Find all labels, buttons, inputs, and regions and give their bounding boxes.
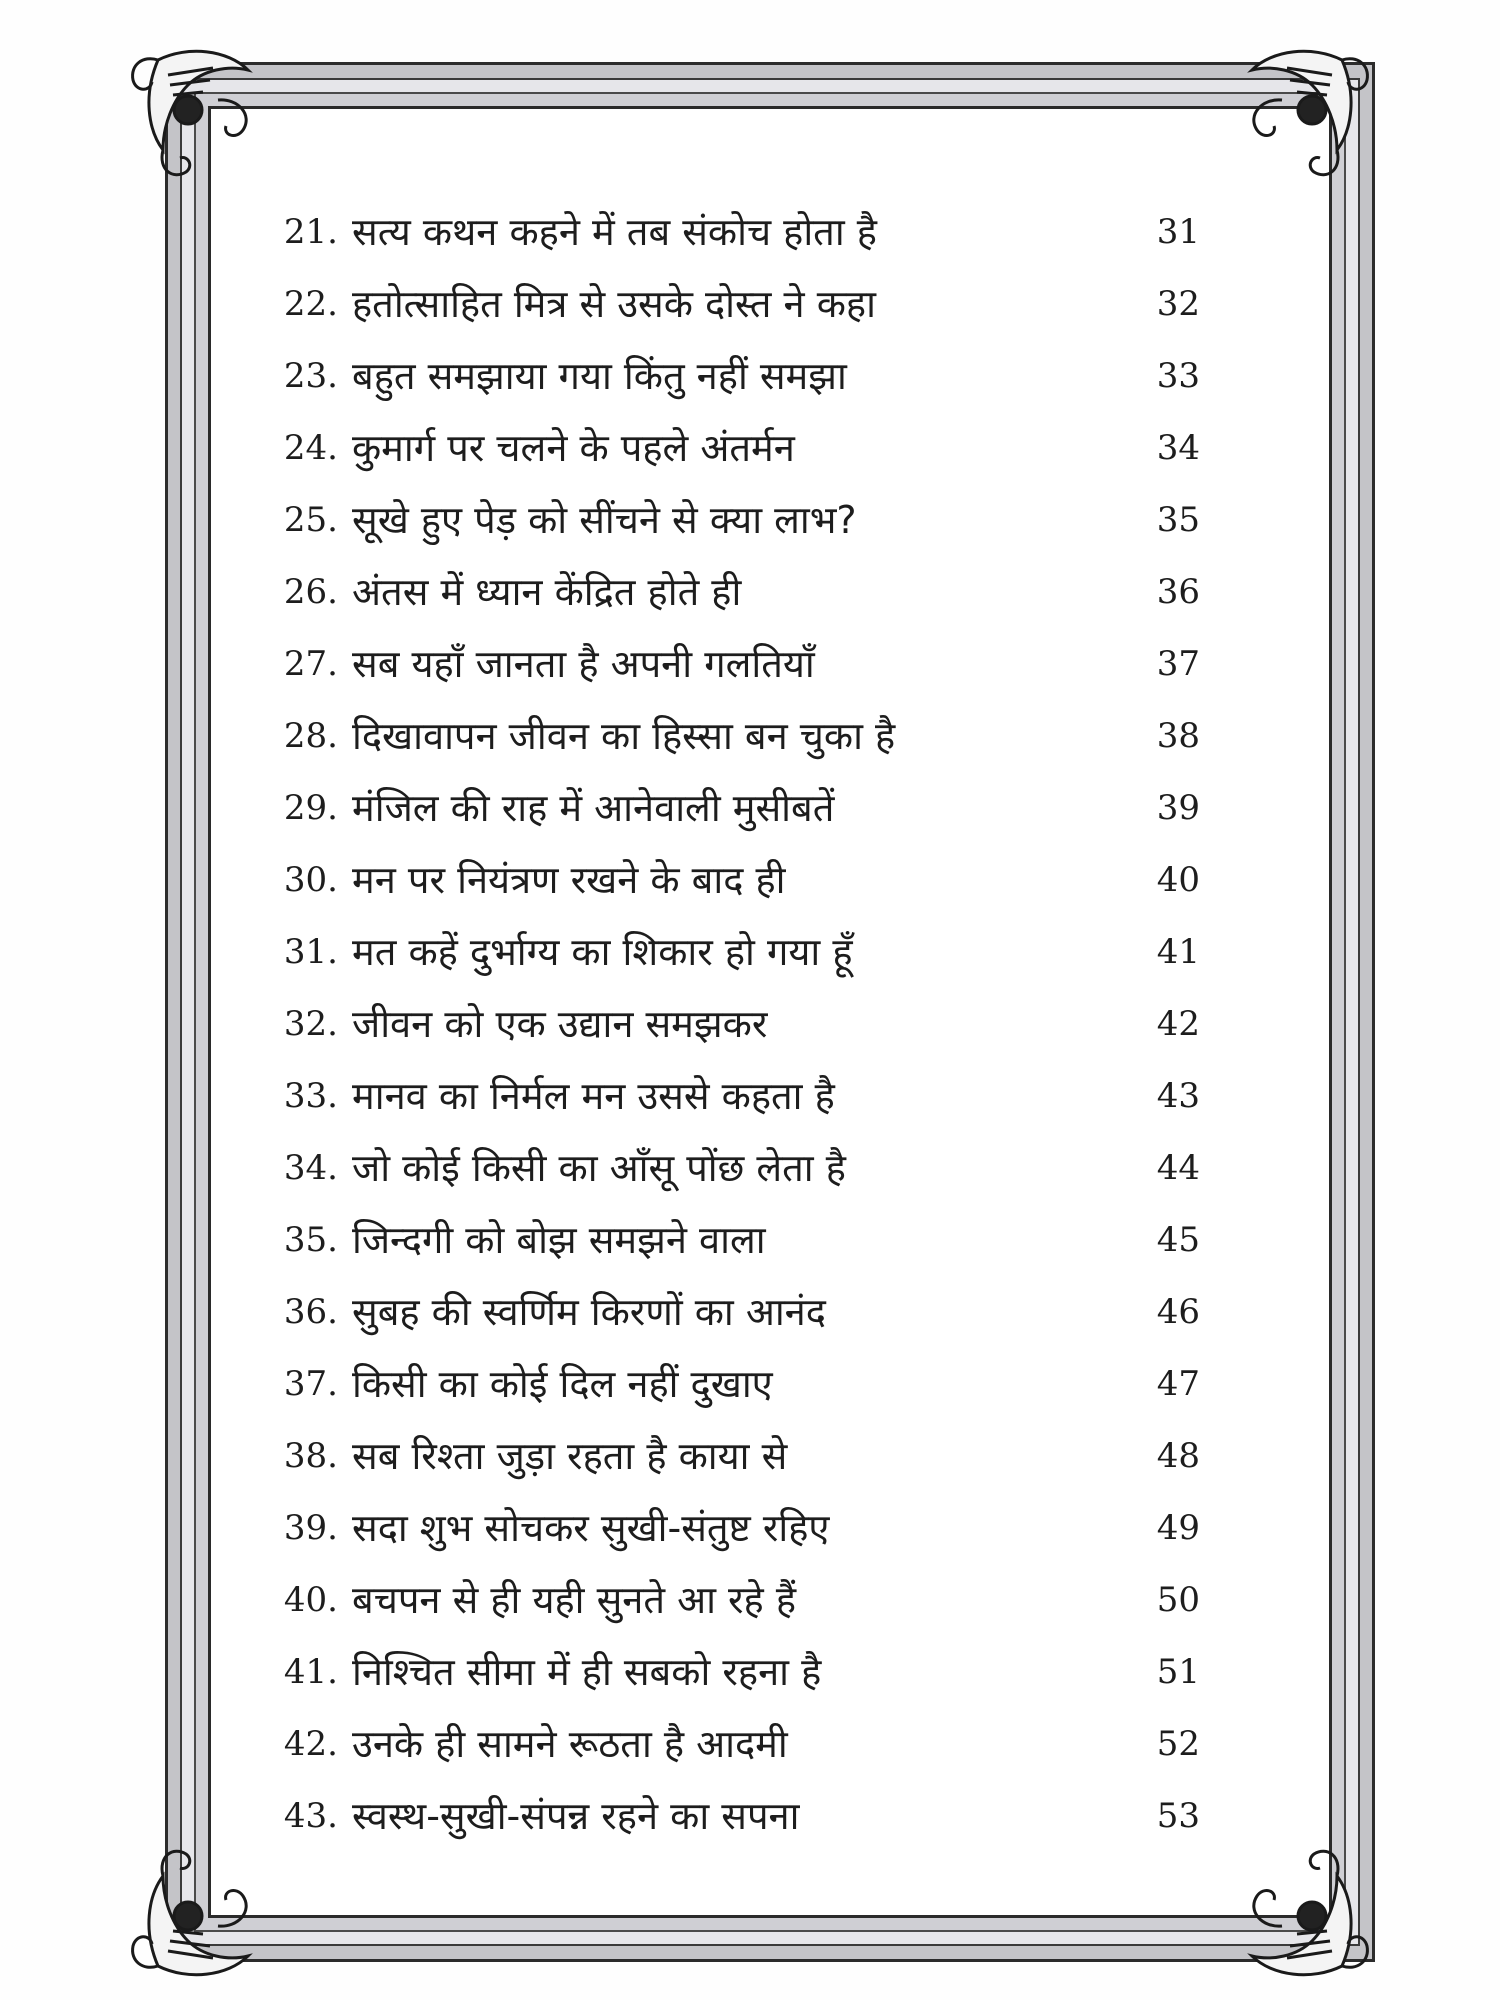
- entry-page-number: 35: [1156, 500, 1200, 540]
- entry-number: 30.: [283, 860, 338, 900]
- entry-number: 34.: [283, 1148, 338, 1188]
- entry-number: 29.: [283, 788, 338, 828]
- entry-title: उनके ही सामने रूठता है आदमी: [352, 1722, 788, 1766]
- entry-title: हतोत्साहित मित्र से उसके दोस्त ने कहा: [352, 282, 876, 326]
- entry-page-number: 39: [1156, 788, 1200, 828]
- toc-entry: [0, 556, 1500, 628]
- entry-number: 42.: [283, 1724, 338, 1764]
- entry-number: 23.: [283, 356, 338, 396]
- entry-number: 22.: [283, 284, 338, 324]
- toc-entry: [0, 484, 1500, 556]
- toc-entry: [0, 772, 1500, 844]
- entry-title: दिखावापन जीवन का हिस्सा बन चुका है: [352, 714, 896, 758]
- toc-entry: [0, 988, 1500, 1060]
- entry-page-number: 32: [1156, 284, 1200, 324]
- toc-entry: [0, 700, 1500, 772]
- entry-page-number: 44: [1156, 1148, 1200, 1188]
- entry-title: निश्चित सीमा में ही सबको रहना है: [352, 1650, 822, 1694]
- entry-number: 27.: [283, 644, 338, 684]
- entry-title: मत कहें दुर्भाग्य का शिकार हो गया हूँ: [352, 930, 853, 974]
- entry-title: किसी का कोई दिल नहीं दुखाए: [352, 1362, 773, 1406]
- toc-entry: [0, 1204, 1500, 1276]
- entry-number: 28.: [283, 716, 338, 756]
- entry-title: कुमार्ग पर चलने के पहले अंतर्मन: [352, 426, 795, 470]
- entry-number: 37.: [283, 1364, 338, 1404]
- entry-number: 25.: [283, 500, 338, 540]
- entry-number: 38.: [283, 1436, 338, 1476]
- entry-title: सब यहाँ जानता है अपनी गलतियाँ: [352, 642, 815, 686]
- toc-entry: [0, 1564, 1500, 1636]
- entry-number: 21.: [283, 212, 338, 252]
- toc-entry: [0, 340, 1500, 412]
- entry-title: जो कोई किसी का आँसू पोंछ लेता है: [352, 1146, 846, 1190]
- entry-number: 40.: [283, 1580, 338, 1620]
- entry-title: स्वस्थ-सुखी-संपन्न रहने का सपना: [352, 1794, 800, 1838]
- entry-title: बहुत समझाया गया किंतु नहीं समझा: [352, 354, 847, 398]
- toc-entry: [0, 1492, 1500, 1564]
- entry-title: मन पर नियंत्रण रखने के बाद ही: [352, 858, 786, 902]
- entry-page-number: 42: [1156, 1004, 1200, 1044]
- entry-number: 35.: [283, 1220, 338, 1260]
- entry-page-number: 40: [1156, 860, 1200, 900]
- entry-number: 26.: [283, 572, 338, 612]
- entry-page-number: 31: [1156, 212, 1200, 252]
- entry-page-number: 52: [1156, 1724, 1200, 1764]
- toc-entry: [0, 1132, 1500, 1204]
- entry-page-number: 41: [1156, 932, 1200, 972]
- entry-title: बचपन से ही यही सुनते आ रहे हैं: [352, 1578, 796, 1622]
- entry-number: 24.: [283, 428, 338, 468]
- entry-page-number: 43: [1156, 1076, 1200, 1116]
- toc-entry: [0, 268, 1500, 340]
- entry-title: सब रिश्ता जुड़ा रहता है काया से: [352, 1434, 788, 1478]
- entry-title: सत्य कथन कहने में तब संकोच होता है: [352, 210, 877, 254]
- entry-number: 41.: [283, 1652, 338, 1692]
- entry-title: मानव का निर्मल मन उससे कहता है: [352, 1074, 835, 1118]
- toc-entry: [0, 1060, 1500, 1132]
- entry-page-number: 50: [1156, 1580, 1200, 1620]
- entry-page-number: 36: [1156, 572, 1200, 612]
- entry-title: सदा शुभ सोचकर सुखी-संतुष्ट रहिए: [352, 1506, 830, 1550]
- entry-page-number: 46: [1156, 1292, 1200, 1332]
- toc-entry: [0, 628, 1500, 700]
- entry-number: 36.: [283, 1292, 338, 1332]
- entry-number: 43.: [283, 1796, 338, 1836]
- entry-page-number: 51: [1156, 1652, 1200, 1692]
- entry-page-number: 53: [1156, 1796, 1200, 1836]
- toc-entry: [0, 916, 1500, 988]
- entry-page-number: 38: [1156, 716, 1200, 756]
- toc-entry: [0, 196, 1500, 268]
- toc-entry: [0, 1276, 1500, 1348]
- entry-page-number: 47: [1156, 1364, 1200, 1404]
- toc-entry: [0, 1708, 1500, 1780]
- entry-title: जीवन को एक उद्यान समझकर: [352, 1002, 768, 1046]
- entry-number: 39.: [283, 1508, 338, 1548]
- entry-title: सुबह की स्वर्णिम किरणों का आनंद: [352, 1290, 826, 1334]
- entry-number: 31.: [283, 932, 338, 972]
- toc-entry: [0, 844, 1500, 916]
- toc-entry: [0, 1636, 1500, 1708]
- entry-page-number: 45: [1156, 1220, 1200, 1260]
- entry-title: मंजिल की राह में आनेवाली मुसीबतें: [352, 786, 835, 830]
- toc-entry: [0, 1780, 1500, 1852]
- entry-page-number: 34: [1156, 428, 1200, 468]
- entry-page-number: 49: [1156, 1508, 1200, 1548]
- entry-title: अंतस में ध्यान केंद्रित होते ही: [352, 570, 742, 614]
- entry-number: 33.: [283, 1076, 338, 1116]
- entry-page-number: 37: [1156, 644, 1200, 684]
- entry-title: जिन्दगी को बोझ समझने वाला: [352, 1218, 766, 1262]
- toc-entry: [0, 412, 1500, 484]
- toc-entry: [0, 1420, 1500, 1492]
- entry-page-number: 33: [1156, 356, 1200, 396]
- entry-title: सूखे हुए पेड़ को सींचने से क्या लाभ?: [352, 498, 857, 542]
- toc-entry: [0, 1348, 1500, 1420]
- entry-page-number: 48: [1156, 1436, 1200, 1476]
- entry-number: 32.: [283, 1004, 338, 1044]
